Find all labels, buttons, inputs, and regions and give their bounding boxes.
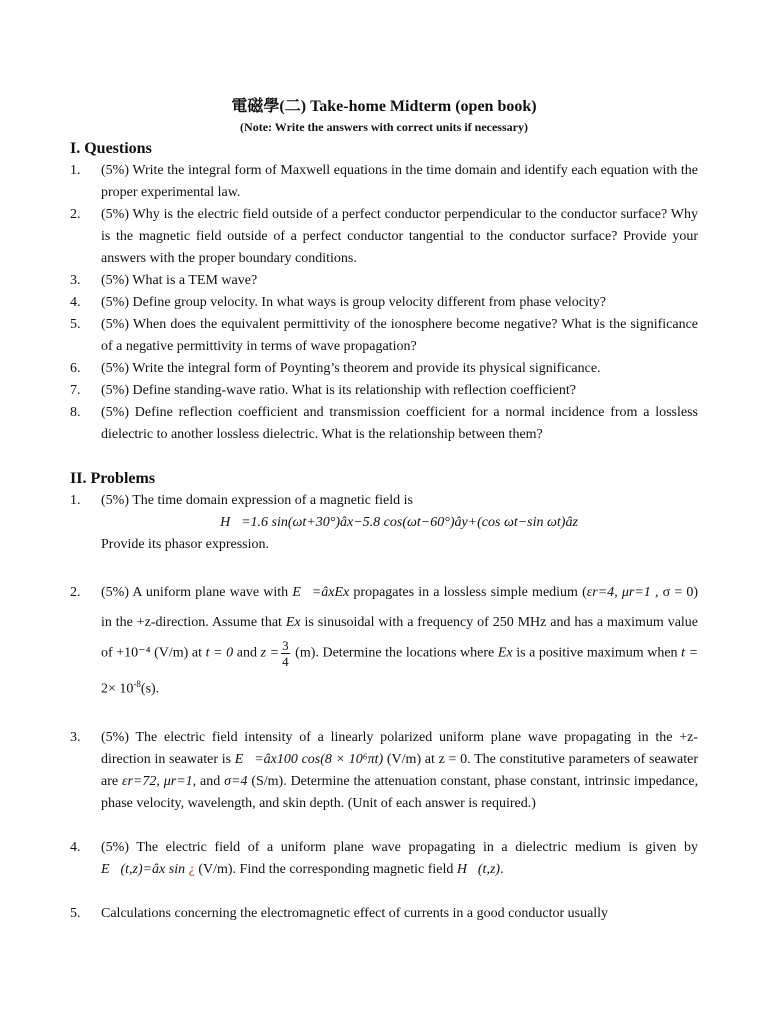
problem-text: (5%) A uniform plane wave with E⃗=âxEx propagates in a lossless simple medium (εr=4, μr=1 , σ = 0) in the +z-direction. Assume that Ex is sinusoidal with a frequency of 250 MHz and has a maximum value of +10⁻⁴ (V/m) at t = 0 and z = $\frac{3}{4}$ (m). Determine the locations where Ex is a positive maximum when $t = 2\times 10^{-8}(s)$. — [101, 585, 699, 697]
question-number: 5. — [70, 317, 81, 332]
field-expression: E⃗=âxEx — [292, 585, 350, 600]
problem-text: Calculations concerning the electromagnetic effect of currents in a good conductor usually — [101, 905, 609, 921]
problem-4 — [70, 837, 698, 881]
problem-5 — [70, 903, 698, 925]
question-text: (5%) Write the integral form of Poynting’s theorem and provide its physical significance. — [101, 361, 601, 376]
question-number: 6. — [70, 361, 81, 376]
question-item — [70, 358, 698, 380]
question-item — [70, 402, 698, 446]
question-item — [70, 204, 698, 270]
problems-heading: II. Problems — [70, 470, 156, 487]
fraction: $\frac{3}{4}$ — [282, 638, 289, 669]
problem-number: 5. — [70, 905, 81, 921]
problem-number: 2. — [70, 585, 81, 600]
field-expression: E⃗(t,z)=âx sin — [101, 861, 186, 877]
question-number: 8. — [70, 405, 81, 420]
problem-number: 1. — [70, 493, 81, 508]
exam-page — [70, 96, 698, 925]
question-text: (5%) Why is the electric field outside of a perfect conductor perpendicular to the conductor surface? Why is the magnetic field outside of a perfect conductor tangential to the conductor surface? Provide your answers with the proper boundary conditions. — [101, 207, 698, 266]
question-text: (5%) What is a TEM wave? — [101, 273, 258, 288]
question-text: (5%) Define reflection coefficient and transmission coefficient for a normal incidence from a lossless dielectric to another lossless dielectric. What is the relationship between them? — [101, 405, 698, 442]
magnetic-field-equation: H⃗=1.6 sin(ωt+30°)âx−5.8 cos(ωt−60°)ây+(cos ωt−sin ωt)âz — [220, 515, 578, 530]
questions-heading: I. Questions — [70, 140, 152, 157]
page-note: (Note: Write the answers with correct units if necessary) — [240, 120, 528, 134]
question-number: 1. — [70, 163, 81, 178]
problem-3 — [70, 727, 698, 815]
question-item — [70, 270, 698, 292]
question-text: (5%) Define group velocity. In what ways is group velocity different from phase velocity? — [101, 295, 607, 310]
problem-text: (5%) The electric field intensity of a linearly polarized uniform plane wave propagating in the +z-direction in seawater is E⃗=âx100 cos(8 × 10⁶πt) (V/m) at z = 0. The constitutive parameters of seawater are εr=72, μr=1, and σ=4 (S/m). Determine the attenuation constant, phase constant, intrinsic impedance, phase velocity, wavelength, and skin depth. (Unit of each answer is required.) — [101, 729, 699, 811]
problem-text: Provide its phasor expression. — [101, 537, 269, 552]
question-number: 7. — [70, 383, 81, 398]
question-text: (5%) When does the equivalent permittivity of the ionosphere become negative? What is the significance of a negative permittivity in terms of wave propagation? — [101, 317, 698, 354]
question-text: (5%) Write the integral form of Maxwell equations in the time domain and identify each equation with the proper experimental law. — [101, 163, 698, 200]
question-item — [70, 160, 698, 204]
question-item — [70, 380, 698, 402]
problem-number: 4. — [70, 839, 81, 855]
question-item — [70, 314, 698, 358]
question-number: 2. — [70, 207, 81, 222]
question-number: 4. — [70, 295, 81, 310]
problem-1-followup — [70, 534, 698, 556]
question-number: 3. — [70, 273, 81, 288]
questions-list — [70, 160, 698, 446]
problem-number: 3. — [70, 729, 81, 745]
question-item — [70, 292, 698, 314]
page-title: 電磁學(二) Take-home Midterm (open book) — [231, 98, 537, 115]
problem-text: (5%) The electric field of a uniform plane wave propagating in a dielectric medium is given by E⃗(t,z)=âx sin ¿ (V/m). Find the corresponding magnetic field H⃗(t,z). — [101, 839, 698, 877]
problem-2 — [70, 578, 698, 705]
question-text: (5%) Define standing-wave ratio. What is its relationship with reflection coefficient? — [101, 383, 576, 398]
problem-text: (5%) The time domain expression of a magnetic field is — [101, 493, 413, 508]
field-expression: E⃗=âx100 cos(8 × 10⁶πt) — [234, 751, 384, 767]
problem-1 — [70, 490, 698, 512]
